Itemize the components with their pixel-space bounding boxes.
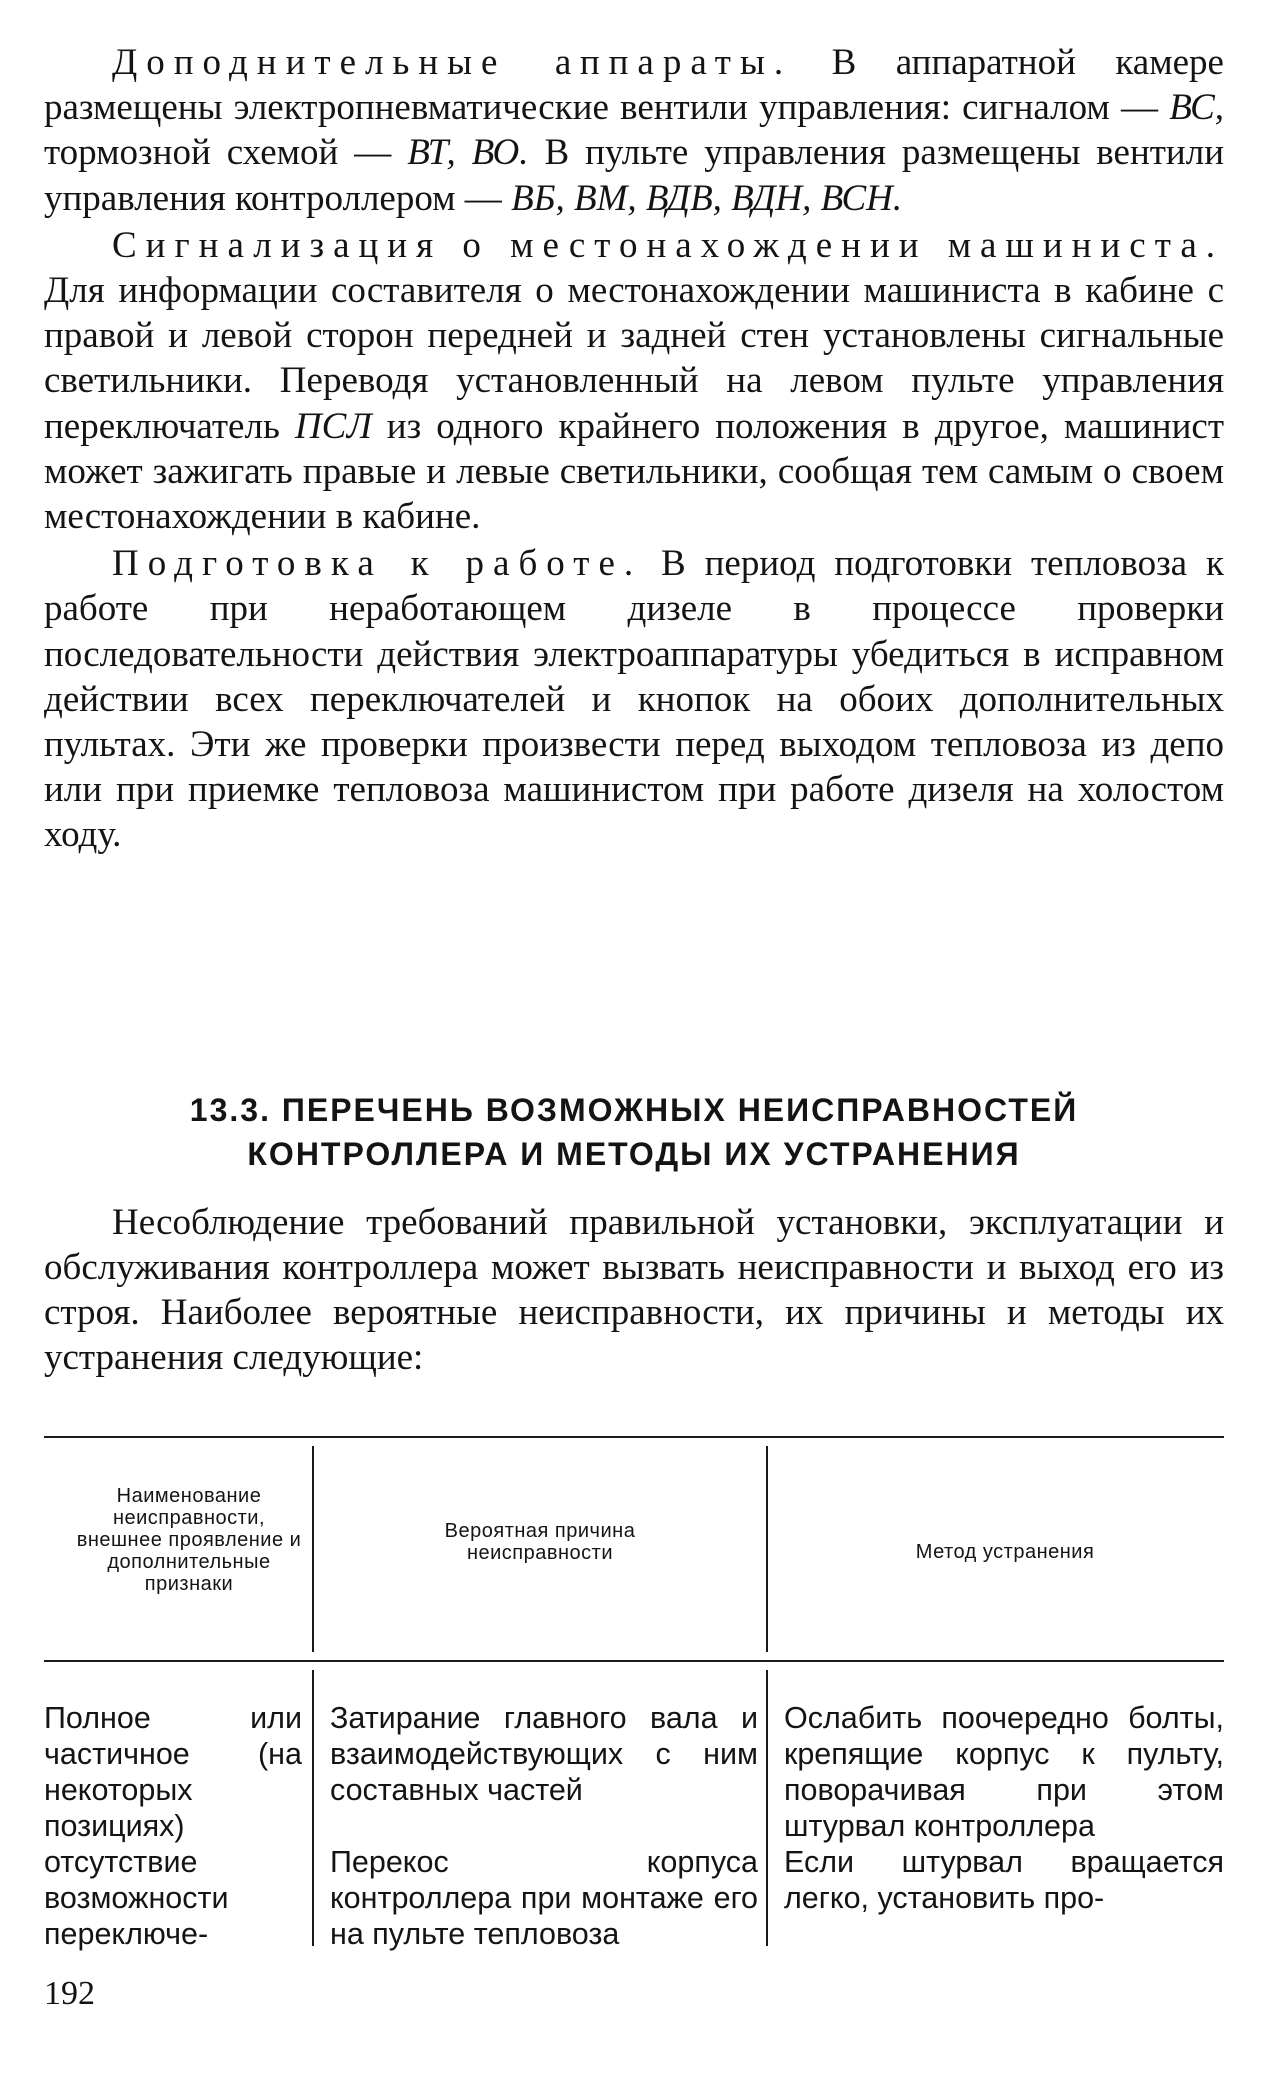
header-method: Метод устранения	[915, 1541, 1095, 1563]
body-divider-2	[766, 1670, 768, 1946]
table-header-rule	[44, 1660, 1224, 1662]
section-heading	[44, 1088, 1224, 1176]
header-fault: Наименование неисправности, внешнее проявление и дополнительные признаки	[76, 1485, 302, 1595]
paragraph-driver-signalling	[44, 223, 1224, 539]
page-number: 192	[44, 1975, 95, 2012]
body-divider-1	[312, 1670, 314, 1946]
paragraph-additional-apparatus	[44, 40, 1224, 221]
intro-paragraph: Несоблюдение требований правильной установки, эксплуатации и обслуживания контроллера может вызвать неисправности и выход его из строя. Наиболее вероятные неисправности, их причины и методы их устранения следующие:	[44, 1202, 1224, 1378]
cell-method-1: Ослабить поочередно болты, крепящие корпус к пульту, поворачивая при этом штурвал контроллера	[784, 1701, 1224, 1843]
paragraph-preparation	[44, 541, 1224, 857]
code-bt-bo: ВТ, ВО.	[407, 132, 529, 174]
paragraph-text: В аппаратной камере размещены электропневматические вентили управления: сигналом —	[44, 42, 1224, 129]
body-text	[44, 40, 1224, 858]
paragraph-lead: Подготовка к работе.	[112, 543, 643, 585]
paragraph-lead: Сигнализация о местонахождении машиниста.	[112, 224, 1224, 266]
header-divider-2	[766, 1446, 768, 1652]
paragraph-text: из одного крайнего положения в другое, машинист может зажигать правые и левые светильники, сообщая тем самым о своем местонахождении в кабине.	[44, 405, 1224, 538]
code-controller-valves: ВБ, ВМ, ВДВ, ВДН, ВСН.	[511, 177, 903, 219]
code-bs: ВС,	[1169, 87, 1224, 129]
cell-fault: Полное или частичное (на некоторых позициях) отсутствие возможности переключе-	[44, 1701, 302, 1951]
heading-line-1: 13.3. ПЕРЕЧЕНЬ ВОЗМОЖНЫХ НЕИСПРАВНОСТЕЙ	[189, 1092, 1079, 1128]
cell-cause-1: Затирание главного вала и взаимодействующих с ним составных частей	[330, 1701, 758, 1807]
paragraph-text: тормозной схемой —	[44, 132, 408, 174]
paragraph-lead: Доподнительные аппараты.	[112, 42, 793, 83]
cell-cause-2: Перекос корпуса контроллера при монтаже его на пульте тепловоза	[330, 1845, 758, 1951]
paragraph-text: В пульте управления размещены вентили управления контроллером —	[44, 132, 1225, 219]
cell-method-2: Если штурвал вращается легко, установить про-	[784, 1845, 1224, 1915]
heading-line-2: КОНТРОЛЛЕРА И МЕТОДЫ ИХ УСТРАНЕНИЯ	[247, 1136, 1021, 1172]
header-cause: Вероятная причина неисправности	[444, 1520, 636, 1564]
paragraph-text: В период подготовки тепловоза к работе при неработающем дизеле в процессе проверки последовательности действия электроаппаратуры убедиться в исправном действии всех переключателей и кнопок на обоих дополнительных пультах. Эти же проверки произвести перед выходом тепловоза из депо или при приемке тепловоза машинистом при работе дизеля на холостом ходу.	[44, 543, 1224, 856]
table-top-rule	[44, 1436, 1224, 1438]
header-divider-1	[312, 1446, 314, 1652]
code-psl: ПСЛ	[294, 405, 372, 447]
paragraph-text: Для информации составителя о местонахождении машиниста в кабине с правой и левой сторон передней и задней стен установлены сигнальные светильники. Переводя установленный на левом пульте управления переключатель	[44, 270, 1224, 447]
